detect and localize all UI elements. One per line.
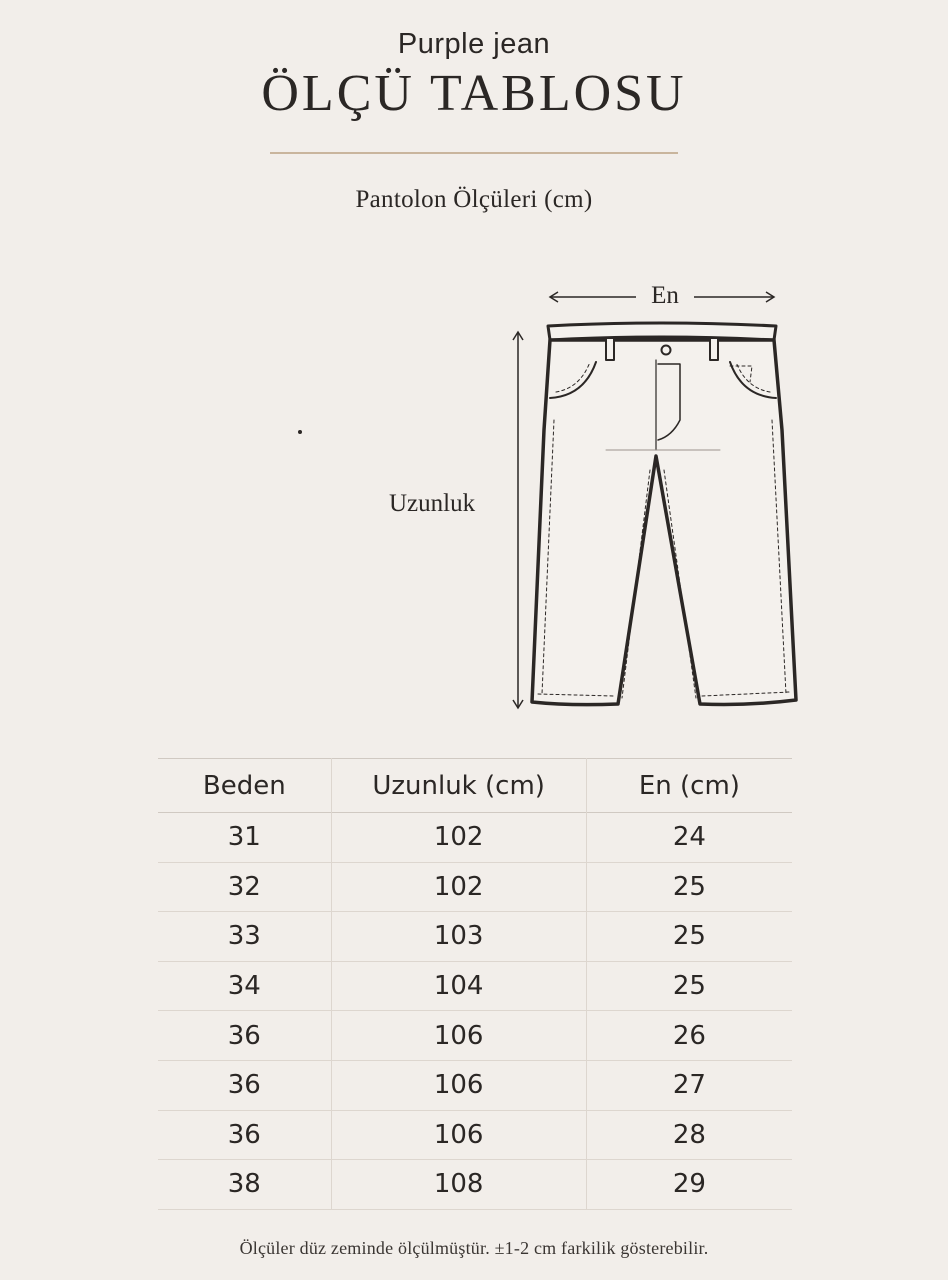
cell-beden: 34 (227, 971, 261, 1002)
jeans-outline-icon (532, 323, 796, 705)
size-table (158, 758, 792, 1210)
table-row (158, 961, 792, 1011)
cell-en: 25 (586, 912, 792, 962)
footer-note: Ölçüler düz zeminde ölçülmüştür. ±1-2 cm farkilik gösterebilir. (239, 1238, 709, 1258)
table-row (158, 1110, 792, 1160)
table-row (158, 1160, 792, 1210)
cell-en: 28 (586, 1110, 792, 1160)
length-arrow (513, 332, 523, 708)
page-title: ÖLÇÜ TABLOSU (261, 65, 687, 122)
cell-beden: 32 (227, 871, 261, 902)
measurement-diagram (380, 270, 810, 720)
width-label: En (651, 282, 679, 309)
table-row (158, 813, 792, 863)
table-row (158, 1011, 792, 1061)
cell-en: 26 (586, 1011, 792, 1061)
cell-uzunluk: 106 (331, 1060, 586, 1110)
cell-uzunluk: 102 (331, 813, 586, 863)
brand-name: Purple jean (397, 28, 551, 60)
cell-uzunluk: 103 (331, 912, 586, 962)
cell-beden: 38 (227, 1169, 261, 1200)
cell-beden: 36 (227, 1070, 261, 1101)
cell-beden: 36 (227, 1020, 261, 1051)
cell-beden: 31 (227, 822, 261, 853)
page-subtitle: Pantolon Ölçüleri (cm) (355, 186, 593, 213)
cell-en: 27 (586, 1060, 792, 1110)
cell-beden: 33 (227, 921, 261, 952)
cell-en: 24 (586, 813, 792, 863)
header-beden: Beden (202, 770, 286, 801)
table-row (158, 912, 792, 962)
cell-uzunluk: 102 (331, 862, 586, 912)
cell-uzunluk: 108 (331, 1160, 586, 1210)
table-row (158, 862, 792, 912)
title-divider (270, 152, 678, 154)
cell-uzunluk: 106 (331, 1011, 586, 1061)
cell-en: 25 (586, 862, 792, 912)
header-uzunluk: Uzunluk (cm) (331, 759, 586, 813)
table-header-row (158, 759, 792, 813)
stray-dot (298, 430, 302, 434)
cell-uzunluk: 104 (331, 961, 586, 1011)
table-row (158, 1060, 792, 1110)
cell-en: 29 (586, 1160, 792, 1210)
cell-en: 25 (586, 961, 792, 1011)
cell-uzunluk: 106 (331, 1110, 586, 1160)
cell-beden: 36 (227, 1119, 261, 1150)
header-en: En (cm) (586, 759, 792, 813)
length-label: Uzunluk (389, 490, 476, 517)
